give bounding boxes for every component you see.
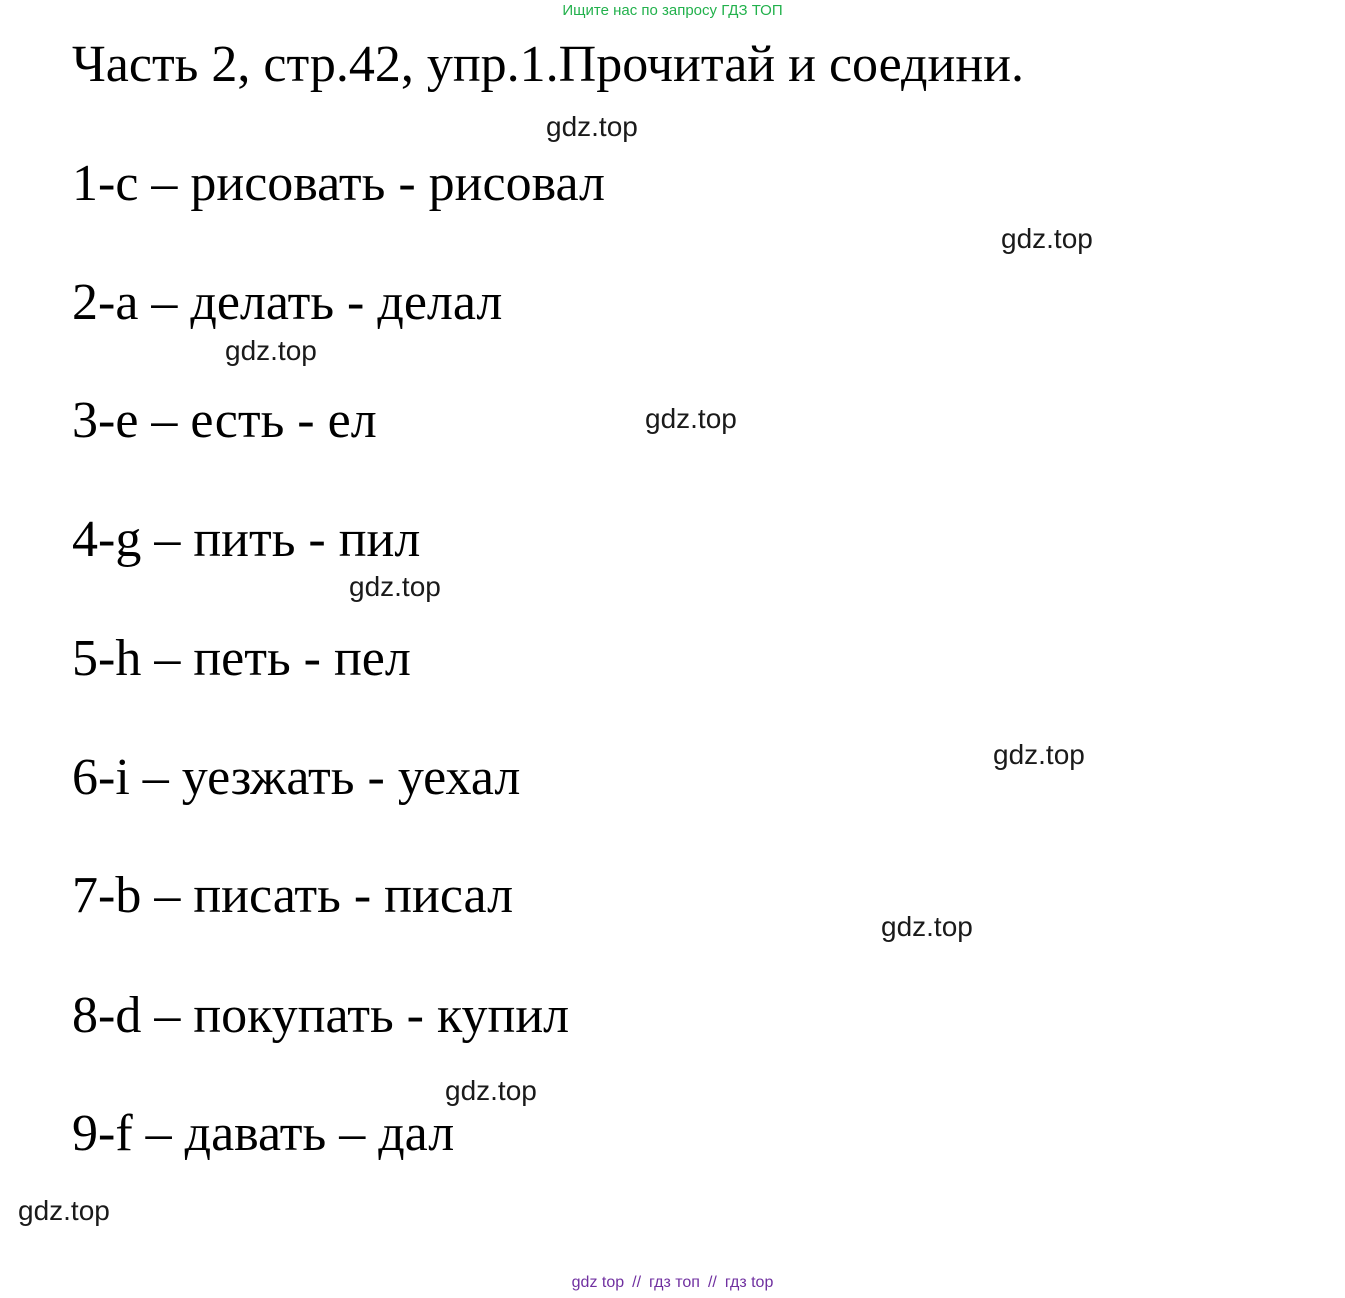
watermark: gdz.top: [546, 111, 638, 142]
footer-item: gdz top: [571, 1274, 625, 1291]
watermark: gdz.top: [445, 1075, 537, 1106]
watermark: gdz.top: [349, 571, 441, 602]
answer-line-2: 2-a – делать - делал: [72, 274, 503, 331]
answer-line-9: 9-f – давать – дал: [72, 1105, 455, 1162]
watermark: gdz.top: [18, 1195, 110, 1226]
answer-line-5: 5-h – петь - пел: [72, 630, 411, 687]
answer-line-8: 8-d – покупать - купил: [72, 987, 570, 1044]
top-banner: Ищите нас по запросу ГДЗ ТОП: [562, 2, 783, 19]
footer-separator: //: [632, 1274, 642, 1291]
footer-separator: //: [707, 1274, 717, 1291]
footer-item: гдз top: [724, 1274, 774, 1291]
answer-line-6: 6-i – уезжать - уехал: [72, 749, 521, 806]
page-title: Часть 2, стр.42, упр.1.Прочитай и соедини.: [72, 36, 1024, 93]
answer-line-7: 7-b – писать - писал: [72, 867, 514, 924]
footer-item: гдз топ: [649, 1274, 700, 1291]
watermark: gdz.top: [1001, 223, 1093, 254]
watermark: gdz.top: [881, 911, 973, 942]
answer-line-1: 1-c – рисовать - рисовал: [72, 155, 605, 212]
watermark: gdz.top: [993, 739, 1085, 770]
answer-line-3: 3-e – есть - ел: [72, 392, 377, 449]
answer-line-4: 4-g – пить - пил: [72, 511, 421, 568]
bottom-footer: [0, 1272, 1345, 1294]
watermark: gdz.top: [645, 403, 737, 434]
watermark: gdz.top: [225, 335, 317, 366]
